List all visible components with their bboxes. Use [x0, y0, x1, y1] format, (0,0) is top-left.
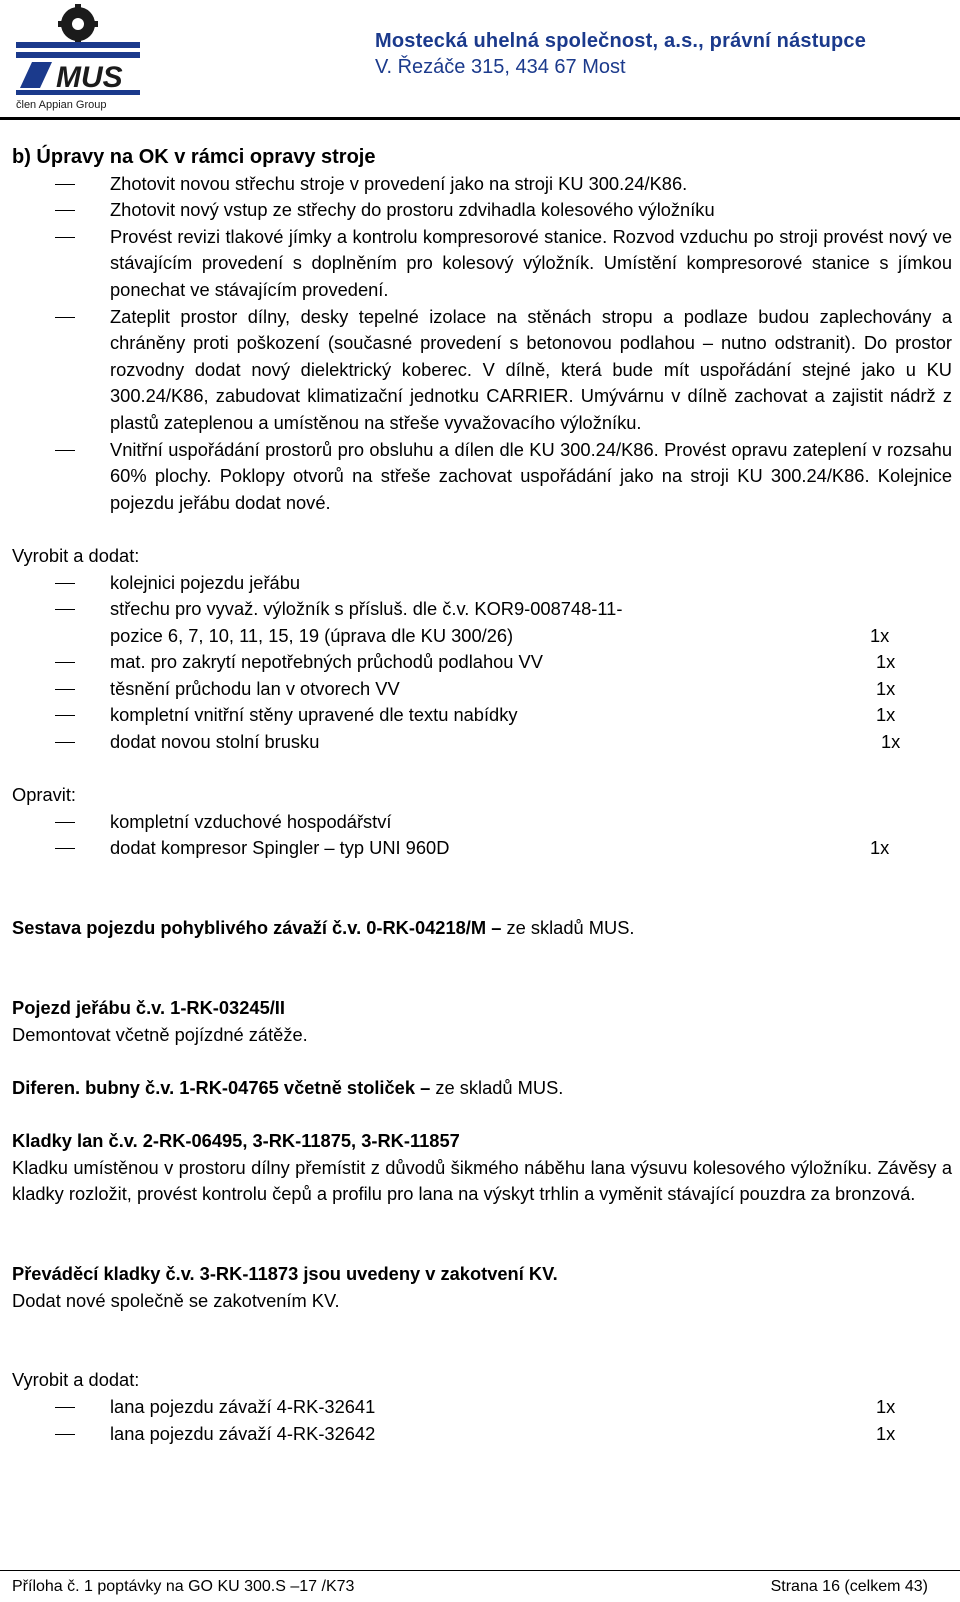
list-item: [12, 729, 952, 756]
footer-reference: Příloha č. 1 poptávky na GO KU 300.S –17 /K73: [12, 1578, 355, 1595]
list-item: [12, 1421, 952, 1448]
vyrobit-title: Vyrobit a dodat:: [12, 544, 140, 566]
quantity: 1x: [876, 677, 896, 699]
sestava-line: [12, 915, 952, 942]
kladky-text: Kladku umístěnou v prostoru dílny přemístit z důvodů šikmého náběhu lana výsuvu kolesového výložníku. Závěsy a kladky rozložit, provést kontrolu čepů a profilu pro lana na výskyt trhlin a vyměnit stávající pouzdra za bronzová.: [12, 1156, 952, 1205]
diferen-line: [12, 1075, 952, 1102]
diferen-bold: Diferen. bubny č.v. 1-RK-04765 včetně stoliček –: [12, 1076, 431, 1098]
item-text: dodat novou stolní brusku: [110, 731, 320, 753]
quantity: 1x: [881, 731, 901, 753]
list-item: Provést revizi tlakové jímky a kontrolu kompresorové stanice. Rozvod vzduchu po stroji provést nový ve stávajícím provedení s doplněním pro kolesový výložník. Umístění kompresorové stanice s jímkou ponechat ve stávajícím provedení.: [12, 224, 952, 304]
prevadeci-text: Dodat nové společně se zakotvením KV.: [12, 1289, 340, 1311]
quantity: 1x: [876, 704, 896, 726]
quantity: 1x: [876, 651, 896, 673]
item-text: střechu pro vyvaž. výložník s přísluš. dle č.v. KOR9-008748-11-: [110, 598, 623, 620]
quantity: 1x: [876, 1395, 896, 1417]
opravit-title: Opravit:: [12, 784, 77, 806]
list-item: [12, 649, 952, 676]
list-item: [12, 676, 952, 703]
list-item-continuation: [12, 623, 952, 650]
sestava-bold: Sestava pojezdu pohyblivého závaží č.v. 0-RK-04218/M –: [12, 917, 502, 939]
prevadeci-title: Převáděcí kladky č.v. 3-RK-11873 jsou uvedeny v zakotvení KV.: [12, 1262, 558, 1284]
sestava-normal: ze skladů MUS.: [501, 917, 635, 939]
list-item: [12, 596, 952, 623]
list-item: Zhotovit novou střechu stroje v provedení jako na stroji KU 300.24/K86.: [12, 171, 952, 198]
pojezd-title: Pojezd jeřábu č.v. 1-RK-03245/II: [12, 997, 285, 1018]
quantity: 1x: [876, 1422, 896, 1444]
page-number: Strana 16 (celkem 43): [770, 1578, 928, 1595]
page-header: [0, 0, 960, 120]
item-text: pozice 6, 7, 10, 11, 15, 19 (úprava dle KU 300/26): [110, 624, 514, 646]
kladky-title: Kladky lan č.v. 2-RK-06495, 3-RK-11875, 3-RK-11857: [12, 1129, 460, 1151]
section-b-title: b) Úpravy na OK v rámci opravy stroje: [12, 146, 376, 168]
footer-divider: [0, 1570, 960, 1571]
list-item: [12, 702, 952, 729]
item-text: mat. pro zakrytí nepotřebných průchodů podlahou VV: [110, 651, 543, 673]
list-item: Vnitřní uspořádání prostorů pro obsluhu a dílen dle KU 300.24/K86. Provést opravu zateplení v rozsahu 60% plochy. Poklopy otvorů na střeše zachovat uspořádání jako na stroji KU 300.24/K86. Kolejnice pojezdu jeřábu dodat nové.: [12, 437, 952, 517]
header-divider: [0, 117, 960, 120]
vyrobit2-title: Vyrobit a dodat:: [12, 1369, 140, 1391]
company-address: V. Řezáče 315, 434 67 Most: [375, 56, 626, 78]
document-body: [12, 144, 952, 1447]
quantity: 1x: [870, 837, 890, 859]
pojezd-text: Demontovat včetně pojízdné zátěže.: [12, 1023, 308, 1045]
item-text: kompletní vzduchové hospodářství: [110, 810, 392, 832]
company-name: Mostecká uhelná společnost, a.s., právní nástupce: [375, 30, 867, 52]
item-text: lana pojezdu závaží 4-RK-32641: [110, 1395, 376, 1417]
list-item: [12, 1394, 952, 1421]
svg-text:MUS: MUS: [56, 61, 123, 94]
mus-logo: [12, 4, 144, 112]
quantity: 1x: [870, 624, 890, 646]
item-text: kompletní vnitřní stěny upravené dle textu nabídky: [110, 704, 518, 726]
list-item: [12, 570, 952, 597]
item-text: těsnění průchodu lan v otvorech VV: [110, 677, 400, 699]
diferen-normal: ze skladů MUS.: [430, 1076, 564, 1098]
item-text: dodat kompresor Spingler – typ UNI 960D: [110, 837, 450, 859]
list-item: [12, 809, 952, 836]
item-text: lana pojezdu závaží 4-RK-32642: [110, 1422, 376, 1444]
list-item: Zhotovit nový vstup ze střechy do prostoru zdvihadla kolesového výložníku: [12, 197, 952, 224]
list-item: [12, 835, 952, 862]
list-item: Zateplit prostor dílny, desky tepelné izolace na stěnách stropu a podlaze budou zaplechovány a chráněny proti poškození (současné provedení s betonovou podlahou – nutno odstranit). Do prostor rozvodny dodat nový dielektrický koberec. V dílně, která bude mít uspořádání stejné jako u KU 300.24/K86, zabudovat klimatizační jednotku CARRIER. Umývárnu v dílně zachovat a zajistit nádrž z plastů zateplenou a umístěnou na střeše vyvažovacího výložníku.: [12, 304, 952, 437]
svg-text:člen Appian Group: člen Appian Group: [16, 99, 107, 111]
item-text: kolejnici pojezdu jeřábu: [110, 571, 301, 593]
